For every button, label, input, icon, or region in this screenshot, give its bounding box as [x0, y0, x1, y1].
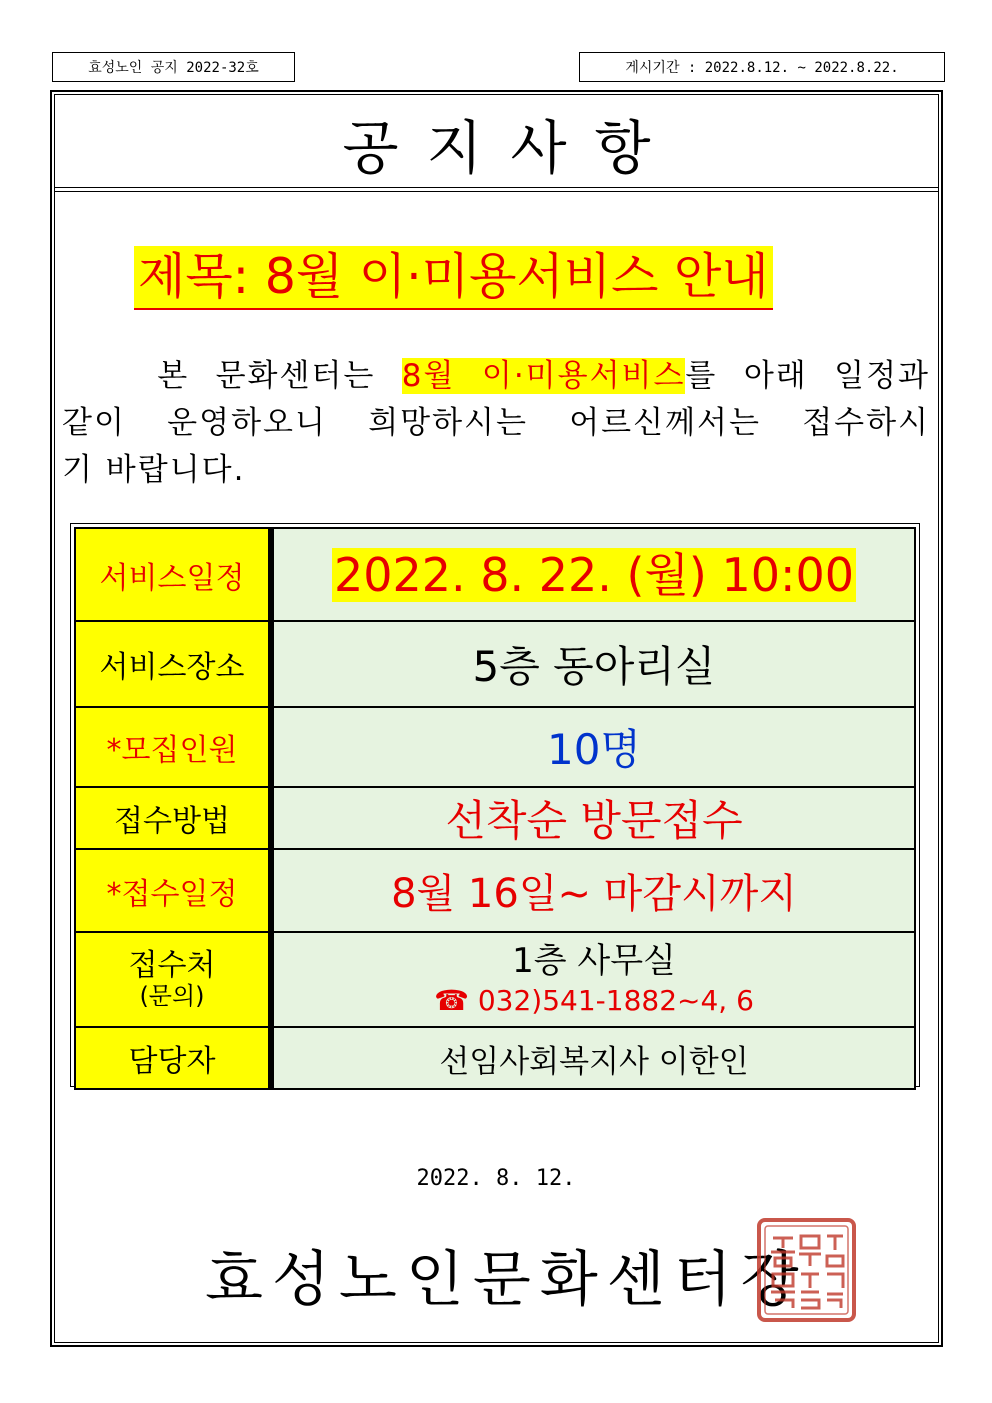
table-row [75, 849, 915, 932]
subject-heading: 제목: 8월 이·미용서비스 안내 [134, 246, 773, 310]
label-recruit-count: *모집인원 [75, 707, 271, 787]
intro-text-pre: 본 문화센터는 [157, 358, 402, 394]
table-row [75, 787, 915, 849]
service-date-text: 2022. 8. 22. (월) 10:00 [333, 547, 855, 602]
title-divider [54, 187, 939, 192]
table-row [75, 621, 915, 707]
office-phone: ☎ 032)541-1882~4, 6 [434, 983, 754, 1017]
office-location: 1층 사무실 [512, 940, 676, 981]
issue-date: 2022. 8. 12. [416, 1166, 576, 1191]
office-label-sub: (문의) [139, 981, 205, 1010]
value-apply-method: 선착순 방문접수 [271, 787, 915, 849]
intro-line-1 [62, 353, 930, 400]
page-title: 공지사항 [342, 113, 679, 182]
info-table-wrapper [70, 523, 920, 1087]
table-row [75, 932, 915, 1027]
info-table [74, 527, 916, 1090]
intro-paragraph [62, 353, 930, 494]
value-office [271, 932, 915, 1027]
table-row [75, 707, 915, 787]
posting-period: 게시기간 : 2022.8.12. ~ 2022.8.22. [579, 52, 945, 82]
table-row [75, 1027, 915, 1089]
official-seal [755, 1216, 858, 1324]
label-apply-method: 접수방법 [75, 787, 271, 849]
value-recruit-count: 10명 [271, 707, 915, 787]
intro-line-2: 같이 운영하오니 희망하시는 어르신께서는 접수하시 [62, 405, 930, 441]
label-office [75, 932, 271, 1027]
intro-line-3: 기 바랍니다. [62, 452, 246, 488]
value-service-date [271, 528, 915, 621]
table-row [75, 528, 915, 621]
label-manager: 담당자 [75, 1027, 271, 1089]
label-service-date: 서비스일정 [75, 528, 271, 621]
label-apply-period: *접수일정 [75, 849, 271, 932]
value-service-place: 5층 동아리실 [271, 621, 915, 707]
label-service-place: 서비스장소 [75, 621, 271, 707]
value-apply-period: 8월 16일~ 마감시까지 [271, 849, 915, 932]
office-label-main: 접수처 [128, 947, 216, 983]
value-manager: 선임사회복지사 이한인 [271, 1027, 915, 1089]
signature: 효성노인문화센터장 [205, 1245, 808, 1315]
notice-number: 효성노인 공지 2022-32호 [52, 52, 295, 82]
intro-text-post: 를 아래 일정과 [685, 358, 930, 394]
intro-highlight: 8월 이·미용서비스 [401, 358, 686, 394]
